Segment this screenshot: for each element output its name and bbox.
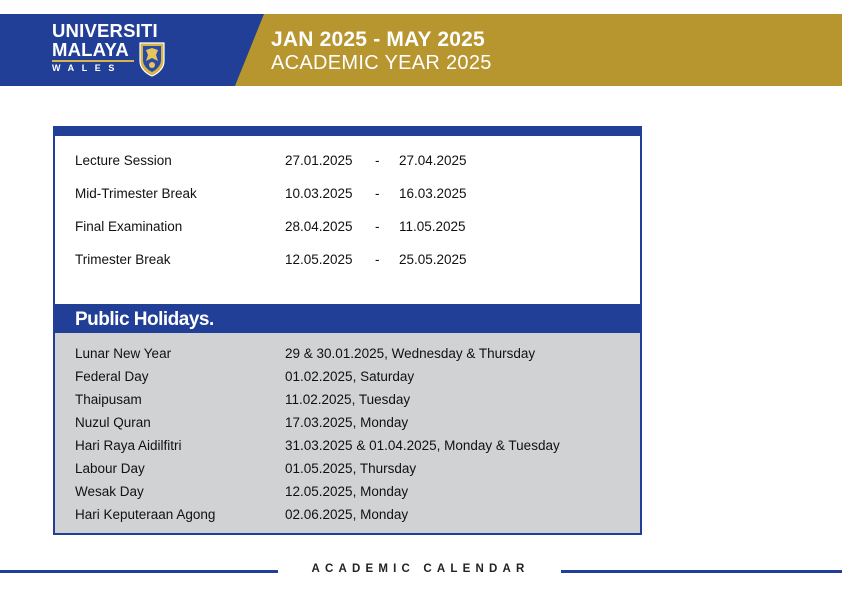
calendar-card xyxy=(53,126,642,535)
schedule-end-date: 25.05.2025 xyxy=(399,252,467,267)
crest-icon xyxy=(138,41,166,77)
holiday-date: 01.02.2025, Saturday xyxy=(285,369,415,384)
logo-rule xyxy=(52,60,134,62)
public-holidays-title: Public Holidays. xyxy=(75,309,214,330)
logo-text-line1: UNIVERSITI xyxy=(52,20,158,41)
holiday-name: Federal Day xyxy=(75,369,149,384)
holiday-name: Hari Keputeraan Agong xyxy=(75,507,216,522)
schedule-label: Trimester Break xyxy=(75,252,171,267)
holiday-date: 02.06.2025, Monday xyxy=(285,507,409,522)
holiday-name: Nuzul Quran xyxy=(75,415,151,430)
schedule-label: Lecture Session xyxy=(75,153,172,168)
page-header xyxy=(0,14,842,86)
holiday-name: Thaipusam xyxy=(75,392,142,407)
holiday-name: Wesak Day xyxy=(75,484,144,499)
holiday-date: 17.03.2025, Monday xyxy=(285,415,409,430)
holiday-name: Lunar New Year xyxy=(75,346,172,361)
footer-label: ACADEMIC CALENDAR xyxy=(311,563,530,575)
logo-text-line3: WALES xyxy=(52,63,123,73)
card-top-bar xyxy=(55,128,640,136)
schedule-end-date: 27.04.2025 xyxy=(399,153,467,168)
schedule-separator: - xyxy=(375,153,380,168)
holiday-date: 11.02.2025, Tuesday xyxy=(285,392,411,407)
public-holidays-list xyxy=(55,333,640,533)
schedule-separator: - xyxy=(375,186,380,201)
holiday-date: 31.03.2025 & 01.04.2025, Monday & Tuesday xyxy=(285,438,560,453)
schedule-label: Mid-Trimester Break xyxy=(75,186,197,201)
schedule-start-date: 10.03.2025 xyxy=(285,186,353,201)
schedule-start-date: 12.05.2025 xyxy=(285,252,353,267)
holiday-date: 12.05.2025, Monday xyxy=(285,484,409,499)
schedule-start-date: 28.04.2025 xyxy=(285,219,353,234)
logo-text-line2: MALAYA xyxy=(52,39,129,60)
schedule-separator: - xyxy=(375,219,380,234)
public-holidays-header xyxy=(55,304,640,333)
footer-divider-left xyxy=(0,570,278,573)
holiday-date: 29 & 30.01.2025, Wednesday & Thursday xyxy=(285,346,536,361)
holiday-name: Hari Raya Aidilfitri xyxy=(75,438,182,453)
holiday-name: Labour Day xyxy=(75,461,145,476)
holiday-date: 01.05.2025, Thursday xyxy=(285,461,417,476)
page-title: JAN 2025 - MAY 2025 xyxy=(271,28,485,51)
footer-divider-right xyxy=(561,570,842,573)
schedule-start-date: 27.01.2025 xyxy=(285,153,353,168)
page-subtitle: ACADEMIC YEAR 2025 xyxy=(271,52,492,74)
schedule-end-date: 16.03.2025 xyxy=(399,186,467,201)
university-logo xyxy=(52,21,172,81)
schedule-separator: - xyxy=(375,252,380,267)
schedule-label: Final Examination xyxy=(75,219,183,234)
schedule-end-date: 11.05.2025 xyxy=(399,219,466,234)
